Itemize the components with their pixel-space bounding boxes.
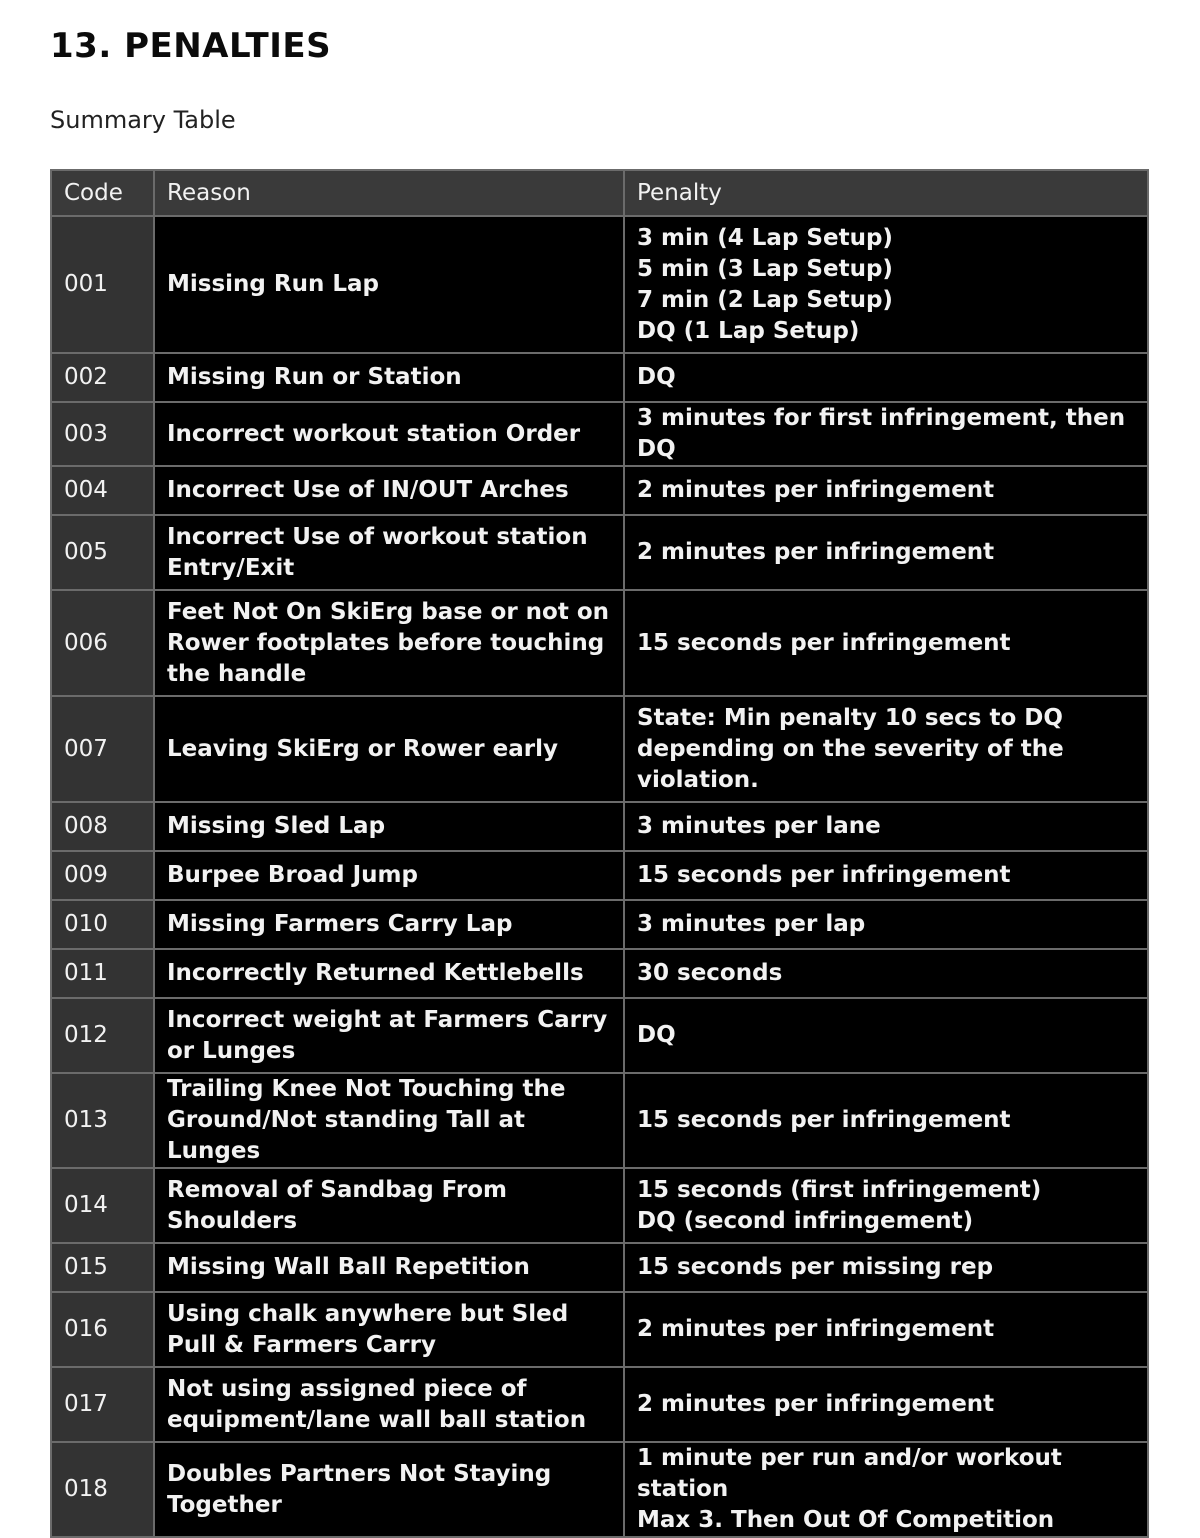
table-body [51, 216, 1148, 1537]
cell-code: 014 [51, 1168, 154, 1243]
table-row [51, 1073, 1148, 1168]
cell-reason: Doubles Partners Not Staying Together [154, 1442, 624, 1537]
cell-reason: Removal of Sandbag From Shoulders [154, 1168, 624, 1243]
penalty-line: DQ [637, 1022, 676, 1048]
cell-penalty [624, 353, 1148, 402]
cell-penalty [624, 1292, 1148, 1367]
table-row [51, 949, 1148, 998]
cell-penalty [624, 1243, 1148, 1292]
cell-penalty [624, 949, 1148, 998]
cell-code: 017 [51, 1367, 154, 1442]
table-row [51, 1168, 1148, 1243]
cell-code: 002 [51, 353, 154, 402]
table-row [51, 998, 1148, 1073]
penalty-line: 3 minutes per lane [637, 813, 881, 839]
cell-reason: Missing Run or Station [154, 353, 624, 402]
penalty-line: 2 minutes per infringement [637, 1316, 995, 1342]
table-row [51, 1367, 1148, 1442]
penalty-line: 15 seconds per infringement [637, 1107, 1011, 1133]
table-row [51, 851, 1148, 900]
cell-code: 003 [51, 402, 154, 466]
penalty-line: 3 minutes per lap [637, 911, 866, 937]
penalty-line: DQ (1 Lap Setup) [637, 317, 860, 344]
table-row [51, 353, 1148, 402]
table-row [51, 900, 1148, 949]
cell-code: 012 [51, 998, 154, 1073]
table-row [51, 802, 1148, 851]
cell-penalty [624, 590, 1148, 696]
penalty-line: 2 minutes per infringement [637, 477, 995, 503]
cell-penalty [624, 802, 1148, 851]
penalty-line: DQ (second infringement) [637, 1207, 974, 1234]
cell-code: 018 [51, 1442, 154, 1537]
header-code: Code [51, 170, 154, 216]
table-row [51, 402, 1148, 466]
cell-code: 015 [51, 1243, 154, 1292]
cell-reason: Leaving SkiErg or Rower early [154, 696, 624, 802]
cell-penalty [624, 1367, 1148, 1442]
table-row [51, 1442, 1148, 1537]
penalty-line: 3 min (4 Lap Setup) [637, 224, 893, 251]
penalty-line: 15 seconds per infringement [637, 862, 1011, 888]
cell-reason: Feet Not On SkiErg base or not on Rower footplates before touching the handle [154, 590, 624, 696]
cell-reason: Not using assigned piece of equipment/lane wall ball station [154, 1367, 624, 1442]
cell-reason: Trailing Knee Not Touching the Ground/Not standing Tall at Lunges [154, 1073, 624, 1168]
cell-reason: Missing Sled Lap [154, 802, 624, 851]
cell-reason: Incorrect Use of workout station Entry/Exit [154, 515, 624, 590]
table-row [51, 1243, 1148, 1292]
penalty-line: 30 seconds [637, 960, 783, 986]
table-row [51, 1292, 1148, 1367]
cell-code: 009 [51, 851, 154, 900]
cell-code: 013 [51, 1073, 154, 1168]
cell-code: 004 [51, 466, 154, 515]
cell-penalty [624, 696, 1148, 802]
table-header-row [51, 170, 1148, 216]
cell-penalty [624, 851, 1148, 900]
cell-code: 005 [51, 515, 154, 590]
penalty-line: 15 seconds (first infringement) [637, 1176, 1042, 1203]
cell-reason: Incorrect weight at Farmers Carry or Lunges [154, 998, 624, 1073]
cell-reason: Incorrect workout station Order [154, 402, 624, 466]
penalty-line: 7 min (2 Lap Setup) [637, 286, 893, 313]
cell-reason: Using chalk anywhere but Sled Pull & Farmers Carry [154, 1292, 624, 1367]
cell-code: 008 [51, 802, 154, 851]
cell-penalty [624, 1168, 1148, 1243]
table-row [51, 515, 1148, 590]
cell-reason: Burpee Broad Jump [154, 851, 624, 900]
penalty-line: 1 minute per run and/or workout station [637, 1445, 1062, 1502]
penalty-line: DQ [637, 364, 676, 390]
cell-penalty [624, 466, 1148, 515]
page-title: 13. PENALTIES [50, 26, 332, 66]
cell-code: 006 [51, 590, 154, 696]
cell-penalty [624, 1073, 1148, 1168]
cell-penalty [624, 900, 1148, 949]
cell-reason: Incorrectly Returned Kettlebells [154, 949, 624, 998]
table-row [51, 696, 1148, 802]
table-row [51, 590, 1148, 696]
cell-penalty [624, 998, 1148, 1073]
penalty-line: 3 minutes for first infringement, then DQ [637, 405, 1126, 462]
cell-reason: Incorrect Use of IN/OUT Arches [154, 466, 624, 515]
header-penalty: Penalty [624, 170, 1148, 216]
penalty-line: 2 minutes per infringement [637, 1391, 995, 1417]
penalty-line: 5 min (3 Lap Setup) [637, 255, 893, 282]
cell-code: 016 [51, 1292, 154, 1367]
table-row [51, 466, 1148, 515]
penalty-line: 2 minutes per infringement [637, 539, 995, 565]
cell-penalty [624, 1442, 1148, 1537]
cell-penalty [624, 515, 1148, 590]
table-row [51, 216, 1148, 353]
penalty-line: State: Min penalty 10 secs to DQ depending on the severity of the violation. [637, 704, 1064, 793]
cell-code: 001 [51, 216, 154, 353]
penalties-table [50, 169, 1149, 1538]
penalty-line: 15 seconds per missing rep [637, 1254, 994, 1280]
header-reason: Reason [154, 170, 624, 216]
cell-penalty [624, 216, 1148, 353]
penalty-line: 15 seconds per infringement [637, 629, 1011, 656]
table-caption: Summary Table [50, 106, 236, 134]
penalty-line: Max 3. Then Out Of Competition [637, 1507, 1055, 1533]
cell-reason: Missing Farmers Carry Lap [154, 900, 624, 949]
cell-reason: Missing Wall Ball Repetition [154, 1243, 624, 1292]
cell-code: 011 [51, 949, 154, 998]
cell-code: 007 [51, 696, 154, 802]
cell-reason: Missing Run Lap [154, 216, 624, 353]
cell-penalty [624, 402, 1148, 466]
cell-code: 010 [51, 900, 154, 949]
